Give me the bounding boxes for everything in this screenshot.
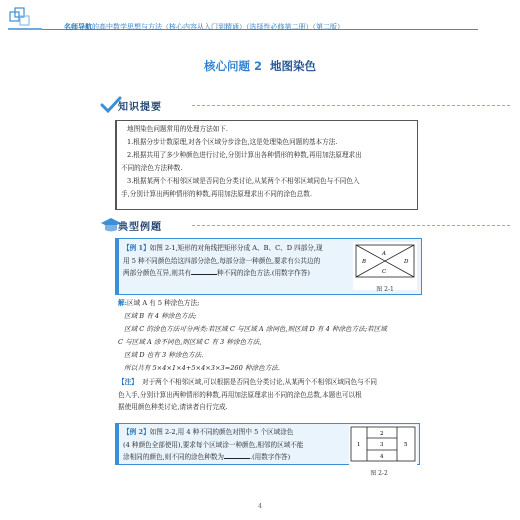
running-header (64, 22, 484, 32)
note-tag: 【注】 (118, 378, 138, 386)
region-c-label: C (382, 269, 387, 275)
example-1-tag: 【例 1】 (123, 244, 150, 252)
note-line-2: 色入手,分别计算出两种情形的种数,再用加法原理求出不同的涂色总数,本题也可以根 (118, 390, 362, 399)
example-2-line-3b: .(用数字作答) (250, 453, 291, 461)
solution-line-1 (118, 297, 199, 309)
solution-line-3: 区域 C 的涂色方法可分两类:若区域 C 与区域 A 涂同色,则区域 D 有 4 种涂色方法;若区域 (124, 325, 387, 333)
region-4-label: 4 (380, 454, 384, 460)
solution-line-5: 区域 D 也有 3 种涂色方法. (124, 351, 204, 359)
page-number: 4 (258, 503, 262, 510)
region-1-label: 1 (357, 442, 361, 448)
page-title (0, 58, 520, 74)
figure-2-1 (353, 242, 417, 293)
page-title-label: 核心问题 2 (203, 59, 262, 73)
header-brand: 名师导航 (64, 23, 92, 31)
region-3-label: 3 (380, 442, 384, 448)
section-knowledge-header (100, 96, 520, 114)
figure-2-1-caption: 图 2-1 (376, 286, 394, 293)
answer-blank[interactable] (224, 451, 250, 459)
example-2-box (115, 423, 420, 465)
section-examples-header (100, 216, 520, 234)
region-2-label: 2 (380, 431, 384, 437)
example-1-line-1: 如图 2-1,矩形的对角线把矩形分成 A、B、C、D 四部分,现 (149, 244, 323, 252)
solution-text-1: 区域 A 有 5 种涂色方法; (127, 299, 200, 307)
section-divider (192, 105, 510, 106)
knowledge-item-3b: 手,分别计算出两种情形的种数,再用加法原理求出不同的涂色总数. (121, 190, 312, 198)
note-line-3: 据使用颜色种类讨论,请读者自行完成. (118, 403, 228, 411)
example-1-box (115, 238, 422, 295)
page-title-text: 地图染色 (270, 59, 317, 73)
answer-blank[interactable] (191, 267, 217, 275)
solution-line-6: 所以共有 5×4×1×4+5×4×3×3=260 种涂色方法. (124, 364, 280, 372)
example-1-text (123, 242, 351, 280)
example-2-tag: 【例 2】 (123, 428, 150, 436)
solution-line-2: 区域 B 有 4 种涂色方法; (124, 312, 197, 320)
knowledge-item-2b: 不同的涂色方法种数. (121, 164, 183, 172)
note-block (118, 376, 412, 414)
figure-2-2-diagram (349, 425, 417, 463)
figure-2-2 (349, 425, 417, 473)
region-a-label: A (382, 251, 386, 257)
knowledge-item-1: 1.根据分步计数原理,对各个区域分步涂色,这是处理染色问题的基本方法. (127, 138, 338, 146)
knowledge-item-3a: 3.根据某两个不相邻区域是否同色分类讨论,从某两个不相邻区域同色与不同色入 (127, 177, 360, 185)
example-1-line-3b: 种不同的涂色方法.(用数字作答) (217, 269, 311, 277)
example-2-line-3a: 涂相同的颜色,则不同的涂色种数为 (123, 453, 225, 461)
section-divider (192, 225, 510, 226)
note-line-1: 对于两个不相邻区域,可以根据是否同色分类讨论,从某两个不相邻区域同色与不同 (141, 378, 377, 386)
solution-tag: 解: (118, 299, 128, 307)
knowledge-item-2a: 2.根据共用了多少种颜色进行讨论,分别计算出各种情形的种数,再用加法原理求出 (127, 151, 362, 159)
knowledge-box (115, 120, 418, 210)
book-logo-icon (8, 6, 42, 32)
solution-line-4: C 与区域 A 涂不同色,则区域 C 有 3 种涂色方法, (118, 338, 262, 346)
figure-2-2-caption: 图 2-2 (370, 470, 388, 477)
region-b-label: B (362, 259, 367, 265)
knowledge-intro: 地图染色问题常用的处理方法如下. (127, 125, 229, 133)
figure-2-1-diagram (353, 242, 417, 280)
region-d-label: D (404, 259, 409, 265)
example-2-line-1: 如图 2-2,用 4 种不同的颜色对图中 5 个区域涂色 (149, 428, 294, 436)
example-2-text (123, 426, 347, 464)
example-1-line-2: 用 5 种不同颜色给这四部分涂色,每部分涂一种颜色,要求有公共边的 (123, 256, 321, 265)
section-examples-title: 典型例题 (118, 222, 162, 233)
region-5-label: 5 (404, 442, 408, 448)
section-knowledge-title: 知识提要 (118, 102, 162, 113)
example-1-line-3a: 两部分颜色互异,则共有 (123, 269, 192, 277)
header-title: 的高中数学思想与方法（核心内容从入门到精通）（选择性必修第二册）（第二版） (92, 23, 344, 31)
example-2-line-2: (4 种颜色全部使用),要求每个区域涂一种颜色,相邻的区域不能 (123, 440, 304, 449)
